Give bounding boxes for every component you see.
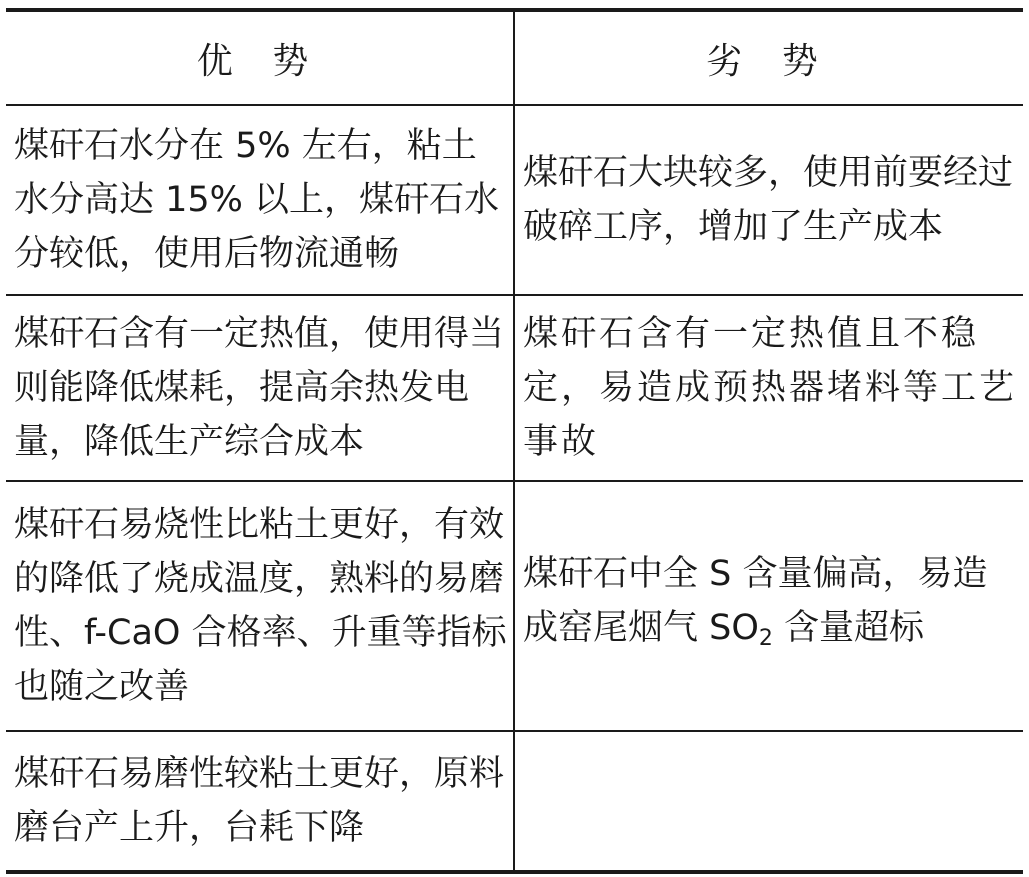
table-row — [6, 731, 1023, 872]
comparison-table — [6, 8, 1023, 874]
advantage-cell: 煤矸石易烧性比粘土更好，有效的降低了烧成温度，熟料的易磨性、f-CaO 合格率、升重等指标也随之改善 — [6, 481, 514, 731]
table-row — [6, 295, 1023, 481]
header-row — [6, 10, 1023, 105]
disadvantage-cell — [514, 481, 1023, 731]
advantage-cell: 煤矸石水分在 5% 左右，粘土水分高达 15% 以上，煤矸石水分较低，使用后物流通畅 — [6, 105, 514, 295]
advantage-cell: 煤矸石易磨性较粘土更好，原料磨台产上升，台耗下降 — [6, 731, 514, 872]
advantage-cell: 煤矸石含有一定热值，使用得当则能降低煤耗，提高余热发电量，降低生产综合成本 — [6, 295, 514, 481]
table-row — [6, 481, 1023, 731]
disadvantage-text-suffix: 含量超标 — [772, 607, 925, 648]
header-disadvantages: 劣 势 — [514, 10, 1023, 105]
disadvantage-text-prefix: 煤矸石中全 S 含量偏高，易造成窑尾烟气 SO — [523, 553, 988, 648]
comparison-table-container — [6, 8, 1023, 874]
disadvantage-cell: 煤矸石大块较多，使用前要经过破碎工序，增加了生产成本 — [514, 105, 1023, 295]
table-row — [6, 105, 1023, 295]
disadvantage-cell-empty — [514, 731, 1023, 872]
table-body — [6, 105, 1023, 872]
subscript-2: 2 — [758, 625, 773, 651]
header-advantages: 优 势 — [6, 10, 514, 105]
table-header — [6, 10, 1023, 105]
disadvantage-cell: 煤矸石含有一定热值且不稳定，易造成预热器堵料等工艺事故 — [514, 295, 1023, 481]
